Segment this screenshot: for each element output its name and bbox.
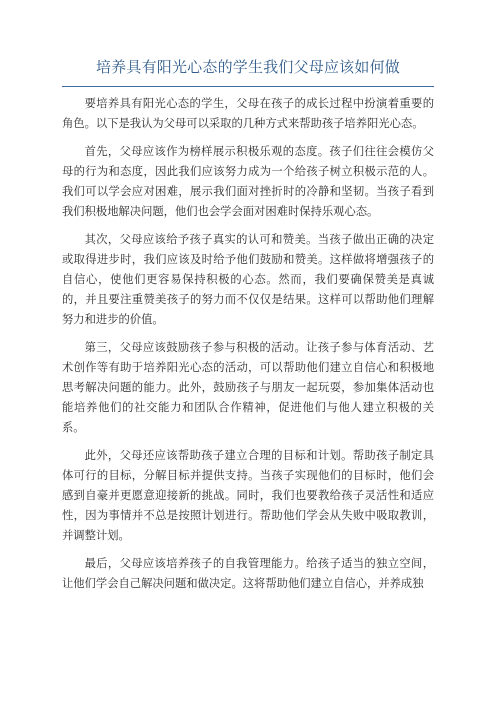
paragraph-first: 首先，父母应该作为榜样展示积极乐观的态度。孩子们往往会模仿父母的行为和态度，因此我们应该努力成为一个给孩子树立积极示范的人。我们可以学会应对困难，展示我们面对挫折时的冷静和坚韧。当孩子看到我们积极地解决问题，他们也会学会面对困难时保持乐观心态。 [62,145,434,218]
paragraph-second: 其次，父母应该给予孩子真实的认可和赞美。当孩子做出正确的决定或取得进步时，我们应该及时给予他们鼓励和赞美。这样做将增强孩子的自信心，使他们更容易保持积极的心态。然而，我们要确保赞美是真诚的，并且要注重赞美孩子的努力而不仅仅是结果。这样可以帮助他们理解努力和进步的价值。 [62,233,434,326]
paragraph-further: 此外，父母还应该帮助孩子建立合理的目标和计划。帮助孩子制定具体可行的目标，分解目标并提供支持。当孩子实现他们的目标时，他们会感到自豪并更愿意迎接新的挑战。同时，我们也要教给孩子灵活性和适应性，因为事情并不总是按照计划进行。帮助他们学会从失败中吸取教训，并调整计划。 [62,449,434,542]
document-title: 培养具有阳光心态的学生我们父母应该如何做 [95,58,400,76]
paragraph-intro: 要培养具有阳光心态的学生，父母在孩子的成长过程中扮演着重要的角色。以下是我认为父母可以采取的几种方式来帮助孩子培养阳光心态。 [62,97,434,130]
paragraph-last: 最后，父母应该培养孩子的自我管理能力。给孩子适当的独立空间，让他们学会自己解决问题和做决定。这将帮助他们建立自信心，并养成独 [62,557,434,590]
title-divider [62,86,434,87]
paragraph-third: 第三，父母应该鼓励孩子参与积极的活动。让孩子参与体育活动、艺术创作等有助于培养阳光心态的活动，可以帮助他们建立自信心和积极地思考解决问题的能力。此外，鼓励孩子与朋友一起玩耍，参加集体活动也能培养他们的社交能力和团队合作精神，促进他们与他人建立积极的关系。 [62,341,434,434]
document-body [62,94,434,602]
